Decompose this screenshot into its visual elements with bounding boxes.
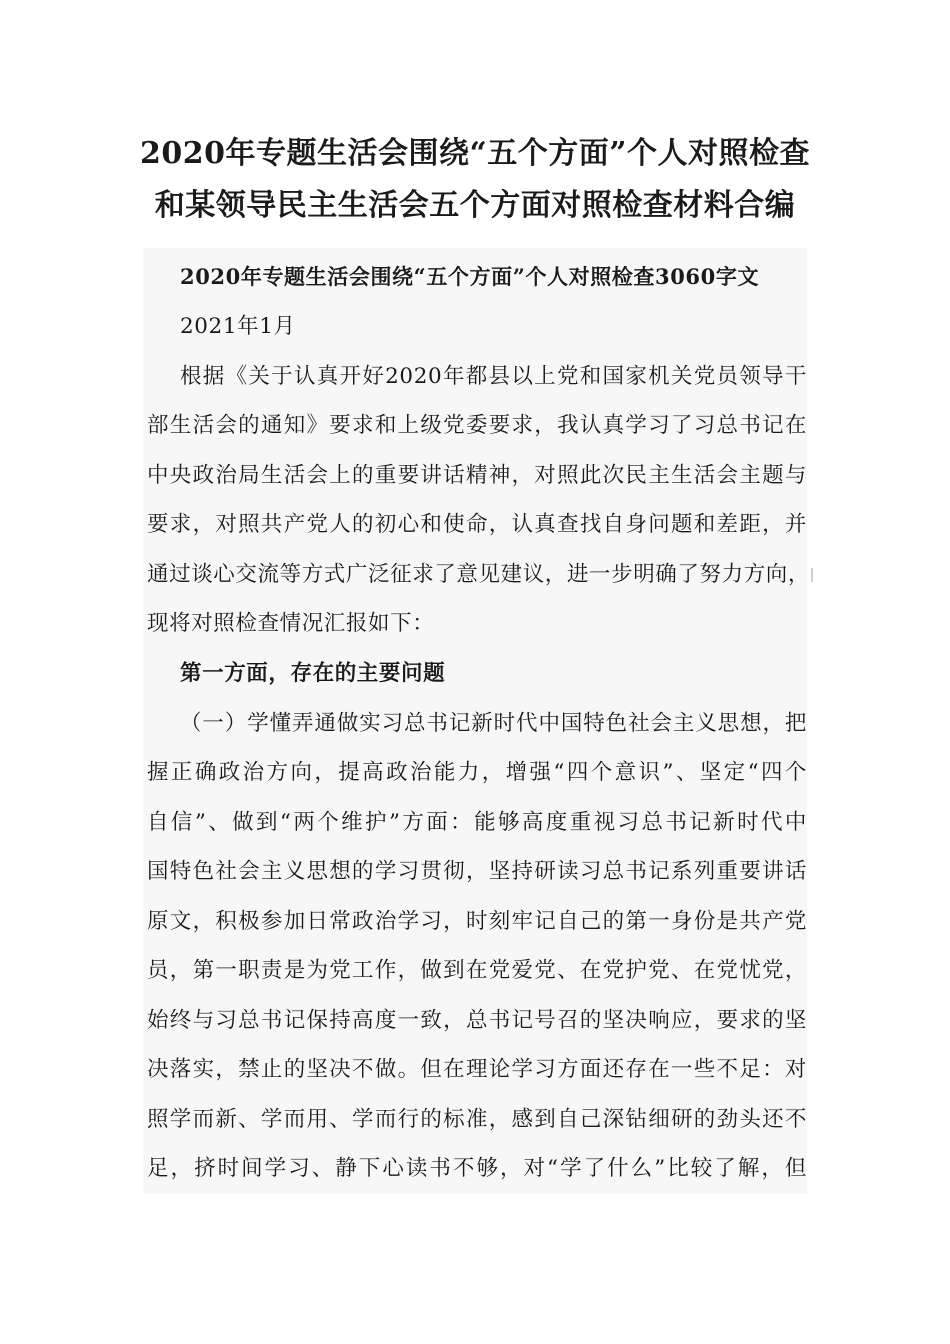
paragraph-1-line: 现将对照检查情况汇报如下：: [147, 611, 435, 636]
article-subtitle: 2020年专题生活会围绕“五个方面”个人对照检查3060字文: [180, 264, 760, 289]
margin-mark: [811, 568, 813, 582]
document-title-line-2: 和某领导民主生活会五个方面对照检查材料合编: [154, 188, 796, 223]
paragraph-2-line: 决落实，禁止的坚决不做。但在理论学习方面还存在一些不足：对: [147, 1057, 807, 1082]
paragraph-2-line: 原文，积极参加日常政治学习，时刻牢记自己的第一身份是共产党: [147, 909, 807, 934]
paragraph-2-line: 握正确政治方向，提高政治能力，增强“四个意识”、坚定“四个: [147, 760, 807, 785]
paragraph-2-line: 自信”、做到“两个维护”方面：能够高度重视习总书记新时代中: [147, 810, 807, 835]
paragraph-2-line: 员，第一职责是为党工作，做到在党爱党、在党护党、在党忧党，: [147, 958, 807, 983]
paragraph-2-line: 国特色社会主义思想的学习贯彻，坚持研读习总书记系列重要讲话: [147, 859, 807, 884]
paragraph-1-line: 部生活会的通知》要求和上级党委要求，我认真学习了习总书记在: [147, 413, 807, 438]
section-heading: 第一方面，存在的主要问题: [180, 661, 446, 686]
paragraph-1-line: 要求，对照共产党人的初心和使命，认真查找自身问题和差距，并: [147, 512, 807, 537]
document-title-line-1: 2020年专题生活会围绕“五个方面”个人对照检查: [139, 136, 810, 171]
article-date: 2021年1月: [180, 314, 296, 339]
paragraph-1-line: 中央政治局生活会上的重要讲话精神，对照此次民主生活会主题与: [147, 463, 807, 488]
paragraph-2-line: 始终与习总书记保持高度一致，总书记号召的坚决响应，要求的坚: [147, 1008, 807, 1033]
paragraph-1-line: 通过谈心交流等方式广泛征求了意见建议，进一步明确了努力方向，: [147, 562, 811, 587]
paragraph-1-line: 根据《关于认真开好2020年都县以上党和国家机关党员领导干: [180, 364, 807, 389]
paragraph-2-line: 照学而新、学而用、学而行的标准，感到自己深钻细研的劲头还不: [147, 1107, 807, 1132]
paragraph-2-line: 足，挤时间学习、静下心读书不够，对“学了什么”比较了解，但: [147, 1156, 807, 1181]
paragraph-2-line: （一）学懂弄通做实习总书记新时代中国特色社会主义思想，把: [180, 711, 807, 736]
